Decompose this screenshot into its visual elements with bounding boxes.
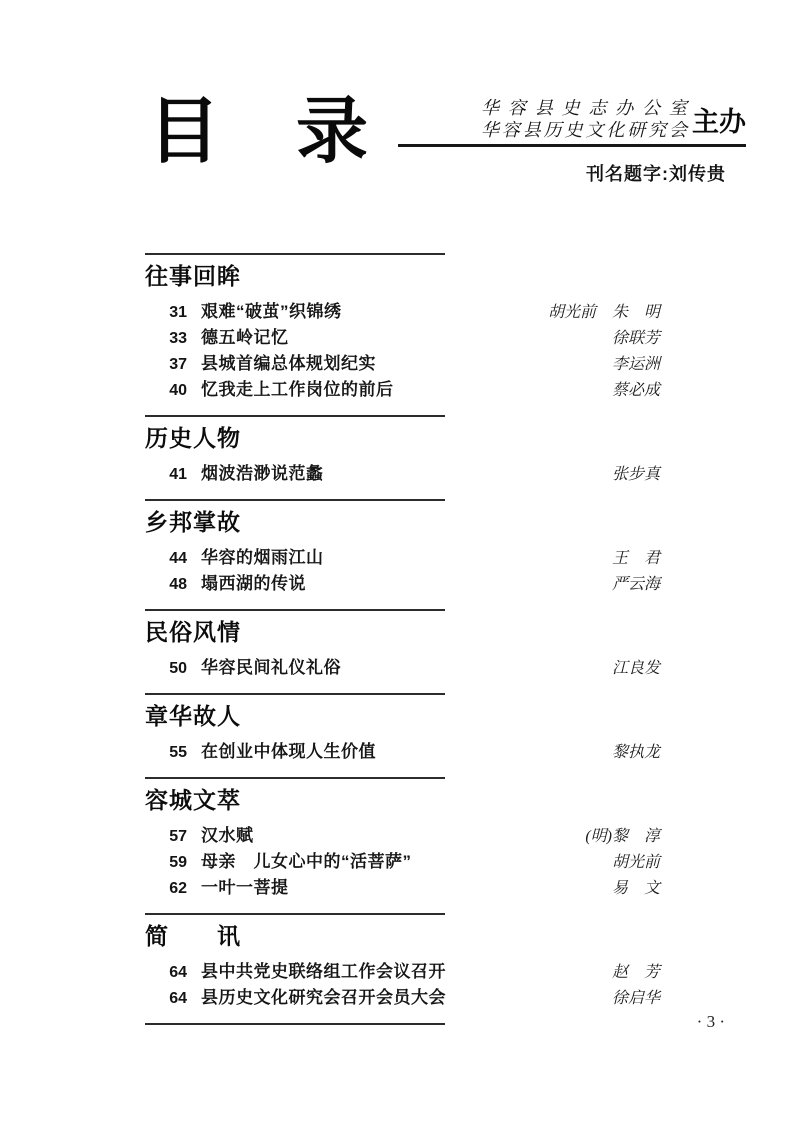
table-of-contents <box>145 253 660 1025</box>
section-heading: 章华故人 <box>145 703 241 729</box>
entry-title: 烟波浩渺说范蠡 <box>201 464 324 483</box>
entry-title: 华容的烟雨江山 <box>201 548 324 567</box>
entry-title: 汉水赋 <box>201 826 254 845</box>
entry-page-number: 31 <box>169 304 187 321</box>
entry-title: 母亲 儿女心中的“活菩萨” <box>201 852 412 871</box>
toc-section <box>145 779 660 913</box>
toc-entry <box>145 823 660 849</box>
page-title: 目 录 <box>148 92 371 172</box>
header-divider <box>398 144 746 147</box>
section-heading: 简 讯 <box>145 923 241 949</box>
section-entries <box>145 461 660 487</box>
entry-author: (明)黎 淳 <box>585 828 660 845</box>
section-heading: 乡邦掌故 <box>145 509 241 535</box>
calligraphy-credit: 刊名题字:刘传贵 <box>586 164 726 184</box>
entry-page-number: 50 <box>169 660 187 677</box>
entry-author: 蔡必成 <box>611 382 660 399</box>
entry-page-number: 37 <box>169 356 187 373</box>
entry-author: 胡光前 <box>611 854 660 871</box>
entry-title: 艰难“破茧”织锦绣 <box>201 302 342 321</box>
toc-entry <box>145 849 660 875</box>
toc-section <box>145 915 660 1023</box>
toc-entry <box>145 959 660 985</box>
section-entries <box>145 299 660 403</box>
toc-section <box>145 417 660 499</box>
section-heading: 往事回眸 <box>145 263 241 289</box>
toc-entry <box>145 739 660 765</box>
entry-author: 徐启华 <box>611 990 660 1007</box>
entry-title: 在创业中体现人生价值 <box>201 742 376 761</box>
entry-title: 德五岭记忆 <box>201 328 289 347</box>
toc-entry <box>145 351 660 377</box>
toc-entry <box>145 545 660 571</box>
entry-author: 胡光前 朱 明 <box>547 304 660 321</box>
entry-page-number: 62 <box>169 880 187 897</box>
section-heading: 容城文萃 <box>145 787 241 813</box>
toc-entry <box>145 325 660 351</box>
publisher-line-2: 华容县历史文化研究会 <box>481 120 687 140</box>
toc-entry <box>145 377 660 403</box>
entry-title: 忆我走上工作岗位的前后 <box>201 380 394 399</box>
entry-page-number: 33 <box>169 330 187 347</box>
entry-author: 黎执龙 <box>611 744 660 761</box>
section-entries <box>145 655 660 681</box>
entry-author: 赵 芳 <box>611 964 660 981</box>
entry-title: 县城首编总体规划纪实 <box>201 354 376 373</box>
entry-title: 县历史文化研究会召开会员大会 <box>201 988 446 1007</box>
toc-entry <box>145 571 660 597</box>
entry-author: 江良发 <box>611 660 660 677</box>
toc-entry <box>145 655 660 681</box>
entry-author: 严云海 <box>611 576 660 593</box>
toc-entry <box>145 985 660 1011</box>
entry-page-number: 41 <box>169 466 187 483</box>
toc-section <box>145 501 660 609</box>
section-entries <box>145 545 660 597</box>
entry-page-number: 64 <box>169 964 187 981</box>
section-divider <box>145 1023 445 1025</box>
toc-section <box>145 255 660 415</box>
page-number: · 3 · <box>696 1012 725 1031</box>
masthead <box>398 97 746 186</box>
entry-page-number: 48 <box>169 576 187 593</box>
entry-title: 一叶一菩提 <box>201 878 289 897</box>
entry-author: 李运洲 <box>611 356 660 373</box>
entry-author: 徐联芳 <box>611 330 660 347</box>
entry-title: 县中共党史联络组工作会议召开 <box>201 962 446 981</box>
section-entries <box>145 823 660 901</box>
entry-author: 王 君 <box>611 550 660 567</box>
publisher-line-1: 华容县史志办公室 <box>481 98 687 118</box>
entry-title: 塌西湖的传说 <box>201 574 306 593</box>
publisher-block <box>398 97 746 141</box>
entry-author: 张步真 <box>611 466 660 483</box>
publisher-names <box>481 97 687 141</box>
host-label: 主办 <box>692 106 746 137</box>
entry-page-number: 40 <box>169 382 187 399</box>
entry-page-number: 59 <box>169 854 187 871</box>
section-heading: 历史人物 <box>145 425 241 451</box>
toc-entry <box>145 299 660 325</box>
toc-section <box>145 695 660 777</box>
entry-page-number: 57 <box>169 828 187 845</box>
toc-entry <box>145 875 660 901</box>
entry-page-number: 44 <box>169 550 187 567</box>
toc-section <box>145 611 660 693</box>
entry-page-number: 64 <box>169 990 187 1007</box>
entry-title: 华容民间礼仪礼俗 <box>201 658 341 677</box>
section-heading: 民俗风情 <box>145 619 241 645</box>
section-entries <box>145 959 660 1011</box>
toc-entry <box>145 461 660 487</box>
entry-author: 易 文 <box>611 880 660 897</box>
section-entries <box>145 739 660 765</box>
entry-page-number: 55 <box>169 744 187 761</box>
